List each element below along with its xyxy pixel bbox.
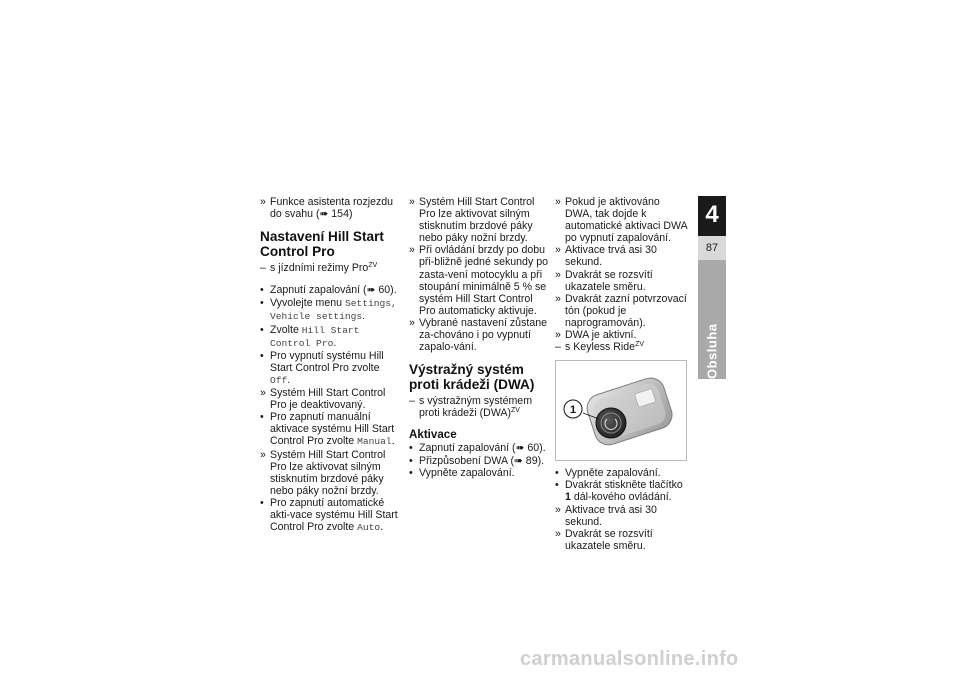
chapter-tab xyxy=(698,196,726,379)
step-item: • Přizpůsobení DWA (➠ 89). xyxy=(409,454,545,467)
result-item: » Aktivace trvá asi 30 sekund. xyxy=(555,244,657,269)
page-number: 87 xyxy=(705,242,719,254)
result-item: » Vybrané nastavení zůstane za-chováno i po vypnutí zapalo-vání. xyxy=(409,316,547,354)
step-item: • Vyvolejte menu Settings, Vehicle settings. xyxy=(260,297,397,323)
zv-superscript: ZV xyxy=(635,341,645,349)
step-item: • Vypněte zapalování. xyxy=(555,467,661,480)
column-2 xyxy=(409,196,549,479)
key-fob-illustration xyxy=(556,361,686,460)
result-item xyxy=(260,196,402,220)
step-item: • Pro zapnutí automatické akti-vace systému Hill Start Control Pro zvolte Auto. xyxy=(260,496,398,534)
result-item: » Dvakrát se rozsvítí ukazatele směru. xyxy=(555,527,653,552)
key-fob-figure xyxy=(555,360,687,461)
column-3 xyxy=(555,196,690,552)
result-item: » Systém Hill Start Control Pro je deaktivovaný. xyxy=(260,387,386,412)
chapter-number-box xyxy=(698,196,726,236)
watermark: carmanualsonline.info xyxy=(520,648,739,670)
equipment-note: – s Keyless Ride$^{ZV}$ xyxy=(555,341,645,354)
result-item: » Pokud je aktivováno DWA, tak dojde k automatické aktivaci DWA po vypnutí zapalování. xyxy=(555,196,688,245)
result-item: » Dvakrát zazní potvrzovací tón (pokud je naprogramován). xyxy=(555,292,687,329)
result-marker: » xyxy=(260,196,266,208)
result-item: » Systém Hill Start Control Pro lze aktivovat silným stisknutím brzdové páky nebo páky nožní brzdy. xyxy=(260,448,386,497)
result-text: Funkce asistenta rozjezdu do svahu (➠ 154) xyxy=(270,196,394,221)
zv-superscript: ZV xyxy=(511,407,520,415)
section-heading-dwa: Výstražný systém proti krádeži (DWA) xyxy=(409,362,535,392)
subheading-aktivace: Aktivace xyxy=(409,428,457,442)
callout-number: 1 xyxy=(569,404,577,417)
chapter-number: 4 xyxy=(705,201,719,228)
step-item: • Zapnutí zapalování (➠ 60). xyxy=(409,442,546,455)
step-item: • Zapnutí zapalování (➠ 60). xyxy=(260,284,397,297)
section-label: Obsluha xyxy=(704,323,720,379)
step-item: • Zvolte Hill Start Control Pro. xyxy=(260,323,360,349)
step-item: • Vypněte zapalování. xyxy=(409,466,515,479)
equipment-note: – s výstražným systémem proti krádeži (DWA)$^{ZV}$ xyxy=(409,395,533,420)
zv-superscript: ZV xyxy=(368,262,378,270)
result-item: » DWA je aktivní. xyxy=(555,329,637,342)
step-item: • Dvakrát stiskněte tlačítko 1 dál-kového ovládání. xyxy=(555,479,683,504)
result-item: » Aktivace trvá asi 30 sekund. xyxy=(555,503,657,528)
step-item: • Pro vypnutí systému Hill Start Control Pro zvolte Off. xyxy=(260,349,384,386)
equipment-note: – s jízdními režimy Pro$^{ZV}$ xyxy=(260,262,378,275)
key-fob-body xyxy=(584,375,676,449)
step-item: • Pro zapnutí manuální aktivace systému Hill Start Control Pro zvolte Manual. xyxy=(260,411,395,448)
result-item: » Dvakrát se rozsvítí ukazatele směru. xyxy=(555,268,653,293)
section-heading-hill-start: Nastavení Hill Start Control Pro xyxy=(260,229,384,259)
page-number-box xyxy=(698,236,726,260)
result-item: » Systém Hill Start Control Pro lze aktivovat silným stisknutím brzdové páky nebo páky nožní brzdy. xyxy=(409,196,535,245)
column-1 xyxy=(260,196,402,534)
result-item: » Při ovládání brzdy po dobu při-bližně jedné sekundy po zasta-vení motocyklu a při stoupání minimálně 5 % se systém Hill Start Control Pro automaticky aktivuje. xyxy=(409,244,548,317)
